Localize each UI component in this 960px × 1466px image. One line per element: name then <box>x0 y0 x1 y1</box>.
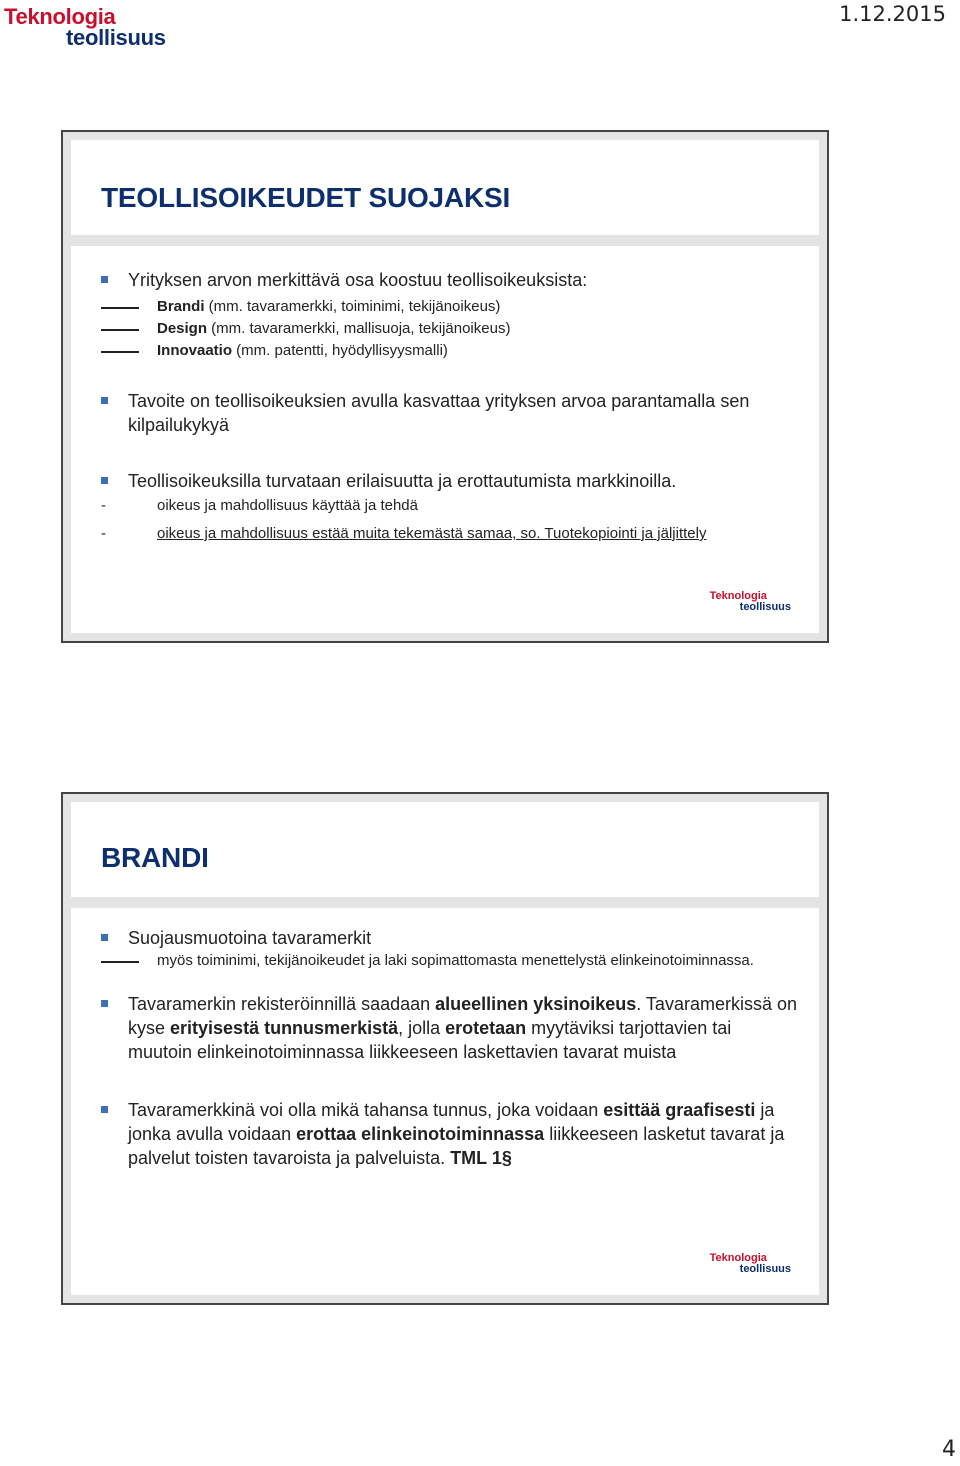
slide-title: BRANDI <box>101 842 209 873</box>
slide-body <box>71 246 819 633</box>
sub-item-text: (mm. tavaramerkki, mallisuoja, tekijänoikeus) <box>207 320 511 337</box>
slide-title-area <box>71 802 819 897</box>
bullet-text: Tavaramerkin rekisteröinnillä saadaan <box>128 994 436 1014</box>
bullet-item <box>101 992 799 1064</box>
dash-icon <box>101 329 139 331</box>
dash-icon <box>101 351 139 353</box>
sub-item-text: (mm. tavaramerkki, toiminimi, tekijänoikeus) <box>204 298 501 315</box>
sub-item-text: (mm. patentti, hyödyllisyysmalli) <box>232 342 448 359</box>
dash-icon <box>101 961 139 963</box>
slide-logo <box>710 591 791 613</box>
bullet-text: Teollisoikeuksilla turvataan erilaisuutta ja erottautumista markkinoilla. <box>128 471 677 491</box>
slide-logo <box>710 1253 791 1275</box>
bullet-text: Tavoite on teollisoikeuksien avulla kasvattaa yrityksen arvoa parantamalla sen kilpailukykyä <box>128 391 750 435</box>
logo-line2: teollisuus <box>739 1263 791 1275</box>
sub-item <box>101 523 799 545</box>
slide-content <box>101 268 799 545</box>
sub-item-text: oikeus ja mahdollisuus estää muita tekemästä samaa, so. Tuotekopiointi ja jäljittely <box>157 525 707 542</box>
bullet-text: myytäviksi tarjottavien tai muutoin elinkeinotoiminnassa liikkeeseen laskettavien tavarat muista <box>128 1018 732 1062</box>
bullet-text-bold: alueellinen yksinoikeus <box>435 994 637 1014</box>
bullet-item <box>101 268 799 292</box>
sub-item <box>101 318 799 340</box>
square-bullet-icon <box>101 397 108 404</box>
slide-content <box>101 926 799 1170</box>
bullet-text: Suojausmuotoina tavaramerkit <box>128 928 372 948</box>
sub-item-bold: Brandi <box>157 298 205 315</box>
square-bullet-icon <box>101 1000 108 1007</box>
sub-item <box>101 296 799 318</box>
bullet-text: ja jonka avulla voidaan <box>128 1100 775 1144</box>
bullet-text: liikkeeseen lasketut tavarat ja palvelut toisten tavaroista ja palveluista. <box>128 1124 785 1168</box>
hyphen-marker: - <box>101 525 106 542</box>
bullet-item <box>101 469 799 493</box>
slide-body <box>71 908 819 1295</box>
square-bullet-icon <box>101 934 108 941</box>
bullet-item <box>101 389 799 437</box>
dash-icon <box>101 307 139 309</box>
logo-line2: teollisuus <box>66 25 166 50</box>
slide-teollisoikeudet <box>61 130 829 643</box>
sub-item <box>101 950 799 972</box>
page-date: 1.12.2015 <box>839 2 946 26</box>
sub-item-bold: Innovaatio <box>157 342 233 359</box>
sub-item <box>101 495 799 517</box>
slide-brandi <box>61 792 829 1305</box>
logo-line1: Teknologia <box>4 4 116 29</box>
bullet-text-bold: erottaa elinkeinotoiminnassa <box>296 1124 545 1144</box>
sub-item <box>101 340 799 362</box>
bullet-text: Yrityksen arvon merkittävä osa koostuu teollisoikeuksista: <box>128 270 588 290</box>
sub-item-bold: Design <box>157 320 208 337</box>
bullet-text-bold: TML 1§ <box>450 1148 512 1168</box>
bullet-item <box>101 1098 799 1170</box>
bullet-item <box>101 926 799 950</box>
teknologiateollisuus-logo <box>4 6 166 49</box>
logo-line1: Teknologia <box>709 1252 767 1264</box>
bullet-text: Tavaramerkkinä voi olla mikä tahansa tunnus, joka voidaan <box>128 1100 604 1120</box>
bullet-text-bold: esittää graafisesti <box>603 1100 756 1120</box>
page-number: 4 <box>942 1437 956 1462</box>
slide-title-area <box>71 140 819 235</box>
logo-line1: Teknologia <box>709 590 767 602</box>
bullet-text: . Tavaramerkissä on kyse <box>128 994 797 1038</box>
hyphen-marker: - <box>101 497 106 514</box>
sub-item-text: myös toiminimi, tekijänoikeudet ja laki sopimattomasta menettelystä elinkeinotoiminnassa. <box>157 952 754 969</box>
bullet-text-bold: erotetaan <box>445 1018 527 1038</box>
bullet-text: , jolla <box>398 1018 446 1038</box>
bullet-text-bold: erityisestä tunnusmerkistä <box>170 1018 399 1038</box>
logo-line2: teollisuus <box>739 601 791 613</box>
square-bullet-icon <box>101 276 108 283</box>
sub-item-text: oikeus ja mahdollisuus käyttää ja tehdä <box>157 497 418 514</box>
slide-title: TEOLLISOIKEUDET SUOJAKSI <box>101 182 511 213</box>
square-bullet-icon <box>101 1106 108 1113</box>
square-bullet-icon <box>101 477 108 484</box>
